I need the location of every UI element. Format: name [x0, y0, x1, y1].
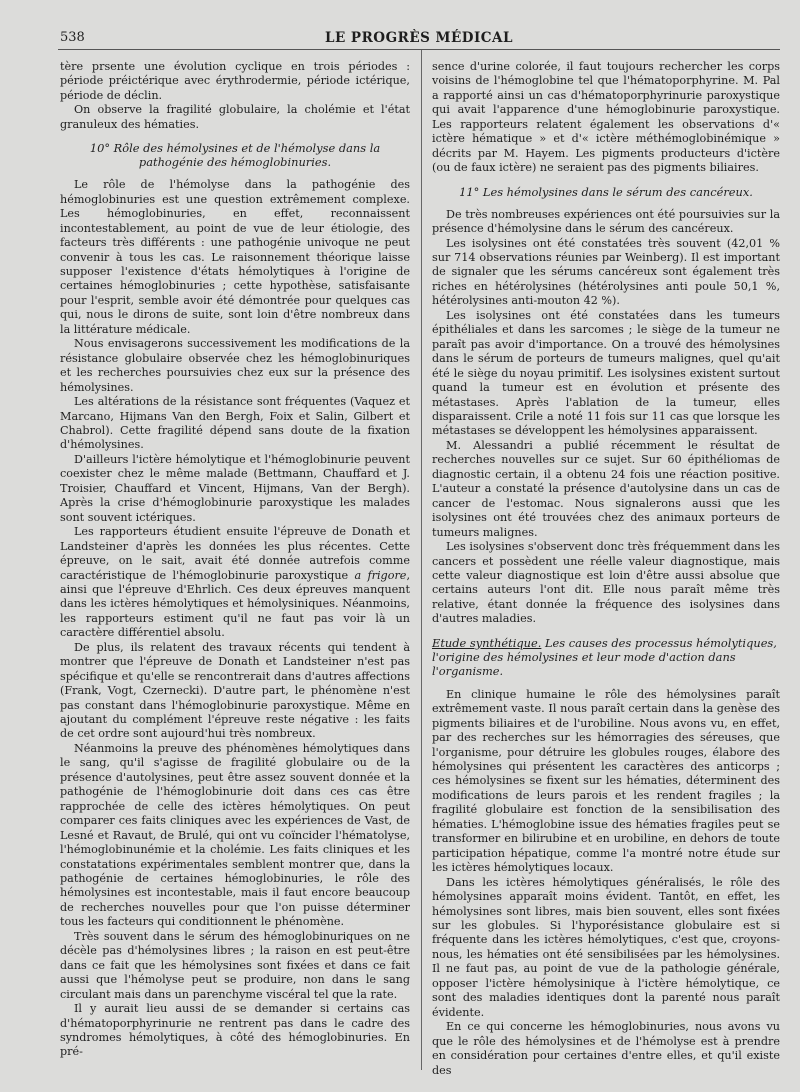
text-run: Les rapporteurs étudient ensuite l'épreuve de Donath et Landsteiner d'après les données les plus récentes. Cette épreuve, on le sait, avait été donnée autrefois comme caractéristique de l'hémoglobinurie paroxystique: [60, 525, 410, 582]
paragraph: tère prsente une évolution cyclique en trois périodes : période préictérique avec érythrodermie, période ictérique, période de déclin.: [60, 60, 410, 102]
paragraph: Les isolysines ont été constatées très souvent (42,01 % sur 714 observations réunies par Weinberg). Il est important de signaler que les sérums cancéreux sont également très riches en hétérolysines (hétérolysines anti poule 50,1 %, hétérolysines anti-mouton 42 %).: [432, 236, 780, 308]
right-column: [432, 60, 780, 1078]
section-heading-11: 11° Les hémolysines dans le sérum des cancéreux.: [459, 184, 753, 199]
section-heading-etude: [432, 636, 780, 678]
heading-lead: Etude synthétique.: [432, 635, 542, 650]
paragraph: Dans les ictères hémolytiques généralisés, le rôle des hémolysines apparaît moins évident. Tantôt, en effet, les hémolysines sont libres, mais bien souvent, elles sont fixées sur les globules. Si l'hyporésistance globulaire est si fréquente dans les ictères hémolytiques, c'est que, croyons-nous, les hématies ont été sensibilisées par les hémolysines. Il ne faut pas, au point de vue de la pathologie générale, opposer l'ictère hémolysinique à l'ictère hémolytique, ce sont des maladies identiques dont la parenté nous paraît évidente.: [432, 875, 780, 1019]
paragraph: En clinique humaine le rôle des hémolysines paraît extrêmement vaste. Il nous paraît certain dans la genèse des pigments biliaires et de l'urobiline. Nous avons vu, en effet, par des recherches sur les hémorragies des séreuses, que l'organisme, pour détruire les globules rouges, élabore des hémolysines qui présentent les caractères des anticorps ; ces hémolysines se fixent sur les hématies, déterminent des modifications de leurs parois et les rendent fragiles ; la fragilité globulaire est fonction de la sensibilisation des hématies. L'hémoglobine issue des hématies fragiles peut se transformer en bilirubine et en urobiline, en dehors de toute participation hépatique, comme l'a montré notre étude sur les ictères hémolytiques locaux.: [432, 687, 780, 875]
page-number: 538: [60, 30, 85, 45]
page-header: [60, 30, 778, 48]
paragraph: Les isolysines ont été constatées dans les tumeurs épithéliales et dans les sarcomes ; le siège de la tumeur ne paraît pas avoir d'importance. On a trouvé des hémolysines dans le sérum de porteurs de tumeurs malignes, quel qu'ait été le siège du noyau primitif. Les isolysines existent surtout quand la tumeur est en évolution et présente des métastases. Après l'ablation de la tumeur, elles disparaissent. Crile a noté 11 fois sur 11 cas que lorsque les métastases se développent les hémolysines apparaissent.: [432, 308, 780, 438]
paragraph: Très souvent dans le sérum des hémoglobinuriques on ne décèle pas d'hémolysines libres ; la raison en est peut-être dans ce fait que les hémolysines sont fixées et dans ce fait aussi que l'hémolyse peut se produire, non dans le sang circulant mais dans un parenchyme viscéral tel que la rate.: [60, 929, 410, 1001]
paragraph: Les isolysines s'observent donc très fréquemment dans les cancers et possèdent une réelle valeur diagnostique, mais cette valeur diagnostique est loin d'être aussi absolue que certains auteurs l'ont dit. Elle nous paraît même très relative, étant donnée la fréquence des isolysines dans d'autres maladies.: [432, 540, 780, 626]
paragraph: Il y aurait lieu aussi de se demander si certains cas d'hématoporphyrinurie ne rentrent pas dans le cadre des syndromes hémolytiques, à côté des hémoglobinuries. En pré-: [60, 1002, 410, 1059]
paragraph: [60, 525, 410, 641]
text-run: , ainsi que l'épreuve d'Ehrlich. Ces deux épreuves manquent dans les ictères hémolytiques et hémolysiniques. Néanmoins, les rapporteurs estiment qu'il ne faut pas voir là un caractère différentiel absolu.: [60, 568, 410, 640]
heading-rest: Les causes des processus hémolytiques, l'origine des hémolysines et leur mode d'action dans l'organisme.: [432, 635, 777, 678]
paragraph: sence d'urine colorée, il faut toujours rechercher les corps voisins de l'hémoglobine tel que l'hématoporphyrine. M. Pal a rapporté ainsi un cas d'hématoporphyrinurie paroxystique qui avait l'apparence d'une hémoglobinurie paroxystique. Les rapporteurs relatent également les observations d'« ictère hématique » et d'« ictère méthémoglobinémique » décrits par M. Hayem. Les pigments producteurs d'ictère (ou de faux ictère) ne seraient pas des pigments biliaires.: [432, 60, 780, 175]
paragraph: Le rôle de l'hémolyse dans la pathogénie des hémoglobinuries est une question extrêmement complexe. Les hémoglobinuries, en effet, reconnaissent incontestablement, au point de vue de leur étiologie, des facteurs très différents : une pathogénie univoque ne peut convenir à tous les cas. Le raisonnement théorique laisse supposer l'existence d'états hémolytiques à l'origine de certaines hémoglobinuries ; cette hypothèse, satisfaisante pour l'esprit, semble avoir été démontrée pour quelques cas qui, nous le dirons de suite, sont loin d'être nombreux dans la littérature médicale.: [60, 178, 410, 336]
paragraph: En ce qui concerne les hémoglobinuries, nous avons vu que le rôle des hémolysines et de l'hémolyse est à prendre en considération pour certaines d'entre elles, et qu'il existe des: [432, 1020, 780, 1077]
header-rule: [58, 49, 780, 50]
journal-title: LE PROGRÈS MÉDICAL: [324, 30, 514, 46]
paragraph: Néanmoins la preuve des phénomènes hémolytiques dans le sang, qu'il s'agisse de fragilité globulaire ou de la présence d'autolysines, peut être assez souvent donnée et la pathogénie de l'hémoglobinurie doit dans ces cas être rapprochée de celle des ictères hémolytiques. On peut comparer ces faits cliniques avec les expériences de Vast, de Lesné et Ravaut, de Brulé, qui ont vu coïncider l'hématolyse, l'hémoglobinunémie et la cholémie. Les faits cliniques et les constatations expérimentales semblent montrer que, dans la pathogénie de certaines hémoglobinuries, le rôle des hémolysines est incontestable, mais il faut encore beaucoup de recherches nouvelles pour que l'on puisse déterminer tous les facteurs qui conditionnent le phénomène.: [60, 741, 410, 929]
left-column: [60, 60, 410, 1060]
section-heading-10: 10° Rôle des hémolysines et de l'hémolyse dans la pathogénie des hémoglobinuries.: [89, 141, 381, 170]
paragraph: On observe la fragilité globulaire, la cholémie et l'état granuleux des hématies.: [60, 103, 410, 131]
paragraph: Les altérations de la résistance sont fréquentes (Vaquez et Marcano, Hijmans Van den Bergh, Foix et Salin, Gilbert et Chabrol). Cette fragilité dépend sans doute de la fixation d'hémolysines.: [60, 395, 410, 452]
paragraph: Nous envisagerons successivement les modifications de la résistance globulaire observée chez les hémoglobinuriques et les recherches poursuivies chez eux sur la présence des hémolysines.: [60, 337, 410, 394]
paragraph: De plus, ils relatent des travaux récents qui tendent à montrer que l'épreuve de Donath et Landsteiner n'est pas spécifique et qu'elle se rencontrerait dans d'autres affections (Frank, Vogt, Czernecki). D'autre part, le phénomène n'est pas constant dans l'hémoglobinurie paroxystique. Même en ajoutant du complément l'épreuve reste négative : les faits de cet ordre sont aujourd'hui très nombreux.: [60, 640, 410, 741]
column-divider: [421, 50, 422, 1070]
italic-term: a frigore: [354, 568, 407, 582]
paragraph: De très nombreuses expériences ont été poursuivies sur la présence d'hémolysine dans le sérum des cancéreux.: [432, 207, 780, 236]
paragraph: D'ailleurs l'ictère hémolytique et l'hémoglobinurie peuvent coexister chez le même malade (Bettmann, Chauffard et J. Troisier, Chauffard et Vincent, Hijmans, Van der Bergh). Après la crise d'hémoglobinurie paroxystique les malades sont souvent ictériques.: [60, 452, 410, 524]
paragraph: M. Alessandri a publié récemment le résultat de recherches nouvelles sur ce sujet. Sur 60 épithéliomas de diagnostic certain, il a obtenu 24 fois une réaction positive. L'auteur a constaté la présence d'autolysine dans un cas de cancer de l'estomac. Nous signalerons aussi que les isolysines ont été trouvées chez des animaux porteurs de tumeurs malignes.: [432, 438, 780, 539]
